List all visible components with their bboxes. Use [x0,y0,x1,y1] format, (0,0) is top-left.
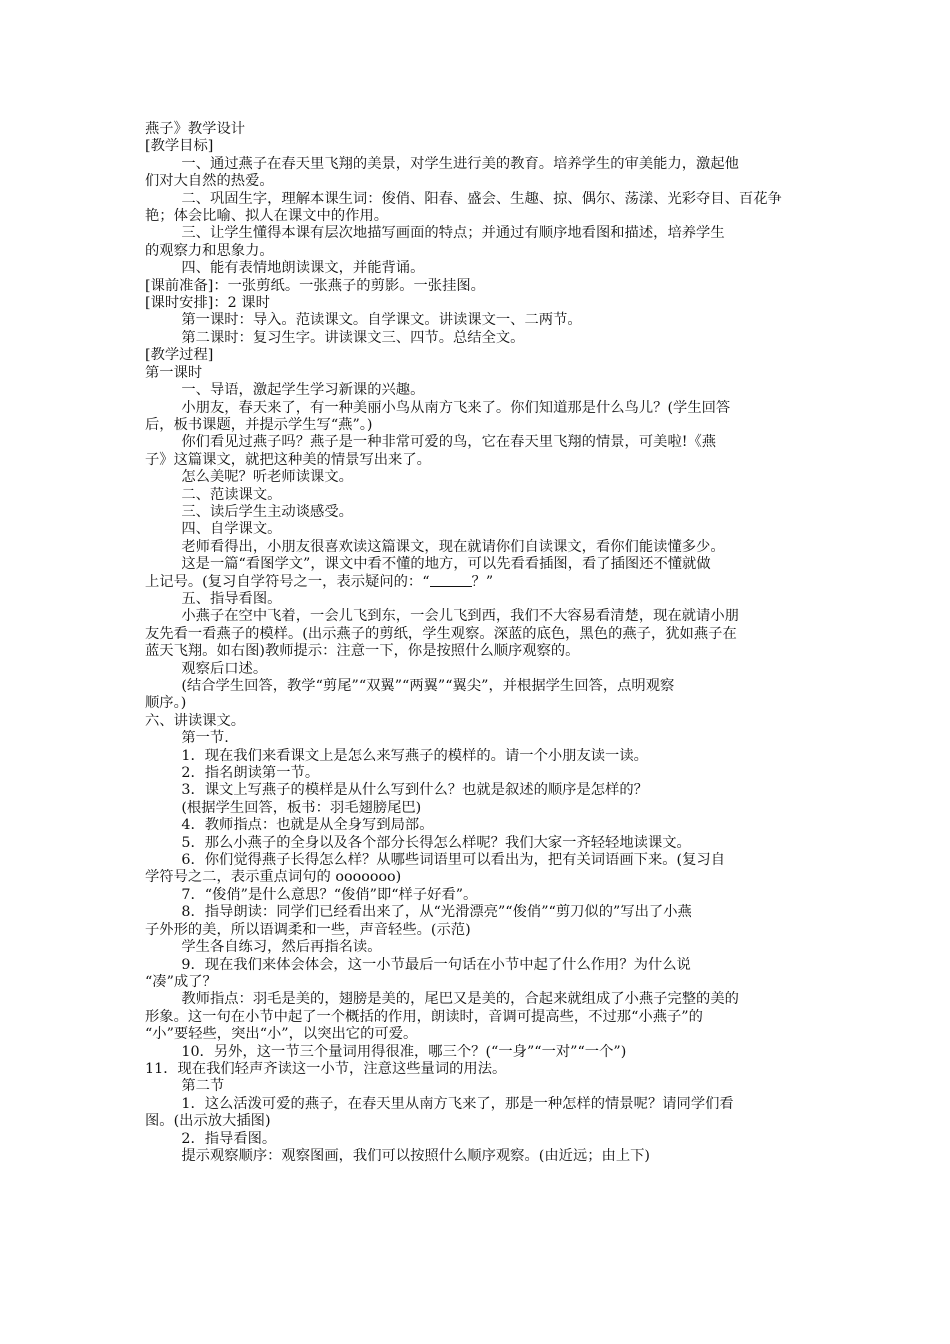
text-line: 子外形的美，所以语调柔和一些，声音轻些。(示范) [145,921,471,938]
text-line: 三、让学生懂得本课有层次地描写画面的特点；并通过有顺序地看图和描述，培养学生 [145,225,725,242]
text-line: 2．指名朗读第一节。 [145,765,320,782]
text-line: 提示观察顺序：观察图画，我们可以按照什么顺序观察。(由近远；由上下) [145,1147,651,1164]
document-body [145,121,813,1165]
text-line: 二、巩固生字，理解本课生词：俊俏、阳春、盛会、生趣、掠、偶尔、荡漾、光彩夺目、百花争 [145,190,782,207]
text-line: [课时安排]：2 课时 [145,295,270,312]
text-line: 3．课文上写燕子的模样是从什么写到什么？也就是叙述的顺序是怎样的？ [145,782,648,799]
text-line: 10．另外，这一节三个量词用得很准，哪三个？(“一身”“一对”“一个”) [145,1043,627,1060]
text-line: 6．你们觉得燕子长得怎么样？从哪些词语里可以看出为，把有关词语画下来。(复习自 [145,852,726,869]
text-line: 怎么美呢？听老师读课文。 [145,469,353,486]
text-line: [教学目标] [145,138,214,155]
text-line: 第二节 [145,1078,225,1095]
text-line: (根据学生回答，板书：羽毛翅膀尾巴) [145,799,422,816]
text-line: 学生各自练习，然后再指名读。 [145,939,382,956]
text-line: 蓝天飞翔。如右图)教师提示：注意一下，你是按照什么顺序观察的。 [145,643,580,660]
text-line: 们对大自然的热爱。 [145,173,274,190]
text-line: 第二课时：复习生字。讲读课文三、四节。总结全文。 [145,329,525,346]
text-line: 顺序。) [145,695,187,712]
text-line: 子》这篇课文，就把这种美的情景写出来了。 [145,451,431,468]
text-line: 老师看得出，小朋友很喜欢读这篇课文，现在就请你们自读课文，看你们能读懂多少。 [145,538,725,555]
text-line: 五、指导看图。 [145,590,282,607]
blank-suffix: ？” [471,573,494,590]
text-line: (结合学生回答，教学“剪尾”“双翼”“两翼”“翼尖”，并根据学生回答，点明观察 [145,678,675,694]
text-line: 小朋友，春天来了，有一种美丽小鸟从南方飞来了。你们知道那是什么鸟儿？(学生回答 [145,399,731,416]
text-line: 5．那么小燕子的全身以及各个部分长得怎么样呢？我们大家一齐轻轻地读课文。 [145,834,691,851]
text-line: 第一节. [145,730,229,747]
text-line: 四、自学课文。 [145,521,282,538]
text-line: 教师指点：羽毛是美的，翅膀是美的，尾巴又是美的，合起来就组成了小燕子完整的美的 [145,991,739,1008]
text-line: “小”要轻些，突出“小”，以突出它的可爱。 [145,1026,418,1043]
text-line: 一、导语，激起学生学习新课的兴趣。 [145,382,425,399]
text-line: 1．现在我们来看课文上是怎么来写燕子的模样的。请一个小朋友读一读。 [145,747,648,764]
text-line: 第一课时 [145,364,203,381]
text-line: 学符号之二，表示重点词句的 ooooooo) [145,869,402,886]
text-line: 艳；体会比喻、拟人在课文中的作用。 [145,208,389,225]
text-line: 9．现在我们来体会体会，这一小节最后一句话在小节中起了什么作用？为什么说 [145,956,691,973]
text-line: “凑”成了？ [145,973,217,990]
text-line: 的观察力和思象力。 [145,242,274,259]
text-line: 观察后口述。 [145,660,268,677]
document-title: 燕子》教学设计 [145,121,246,137]
text-line: 六、讲读课文。 [145,712,246,729]
text-line: 形象。这一句在小节中起了一个概括的作用，朗读时，音调可提高些，不过那“小燕子”的 [145,1008,703,1025]
text-line: [教学过程] [145,347,214,364]
text-line: 后，板书课题，并提示学生写“燕”。) [145,416,373,433]
text-line: 2．指导看图。 [145,1130,277,1147]
text-line: 8．指导朗读：同学们已经看出来了，从“光滑漂亮”“俊俏”“剪刀似的”写出了小燕 [145,904,692,921]
text-line: [课前准备]：一张剪纸。一张燕子的剪影。一张挂图。 [145,277,485,294]
text-line: 4．教师指点：也就是从全身写到局部。 [145,817,434,834]
text-line: 上记号。(复习自学符号之一，表示疑问的：“ ？” [145,573,494,590]
text-line: 一、通过燕子在春天里飞翔的美景，对学生进行美的教育。培养学生的审美能力，激起他 [145,155,739,172]
text-line: 友先看一看燕子的模样。(出示燕子的剪纸，学生观察。深蓝的底色，黑色的燕子，犹如燕子在 [145,625,737,642]
text-line: 第一课时：导入。范读课文。自学课文。讲读课文一、二两节。 [145,312,582,329]
text-line: 你们看见过燕子吗？燕子是一种非常可爱的鸟，它在春天里飞翔的情景，可美啦!《燕 [145,434,717,451]
text-line: 11．现在我们轻声齐读这一小节，注意这些量词的用法。 [145,1060,507,1077]
text-line: 四、能有表情地朗读课文，并能背诵。 [145,260,425,277]
text-line: 1．这么活泼可爱的燕子，在春天里从南方飞来了，那是一种怎样的情景呢？请同学们看 [145,1095,734,1112]
text-line: 这是一篇“看图学文”，课文中看不懂的地方，可以先看看插图，看了插图还不懂就做 [145,556,711,573]
text-line: 7．“俊俏”是什么意思？“俊俏”即“样子好看”。 [145,886,478,903]
text-line: 小燕子在空中飞着，一会儿飞到东，一会儿飞到西，我们不大容易看清楚，现在就请小朋 [145,608,739,625]
text-line: 二、范读课文。 [145,486,282,503]
blank-underline [430,574,472,587]
text-line: 图。(出示放大插图) [145,1113,271,1130]
text-line: 三、读后学生主动谈感受。 [145,503,353,520]
